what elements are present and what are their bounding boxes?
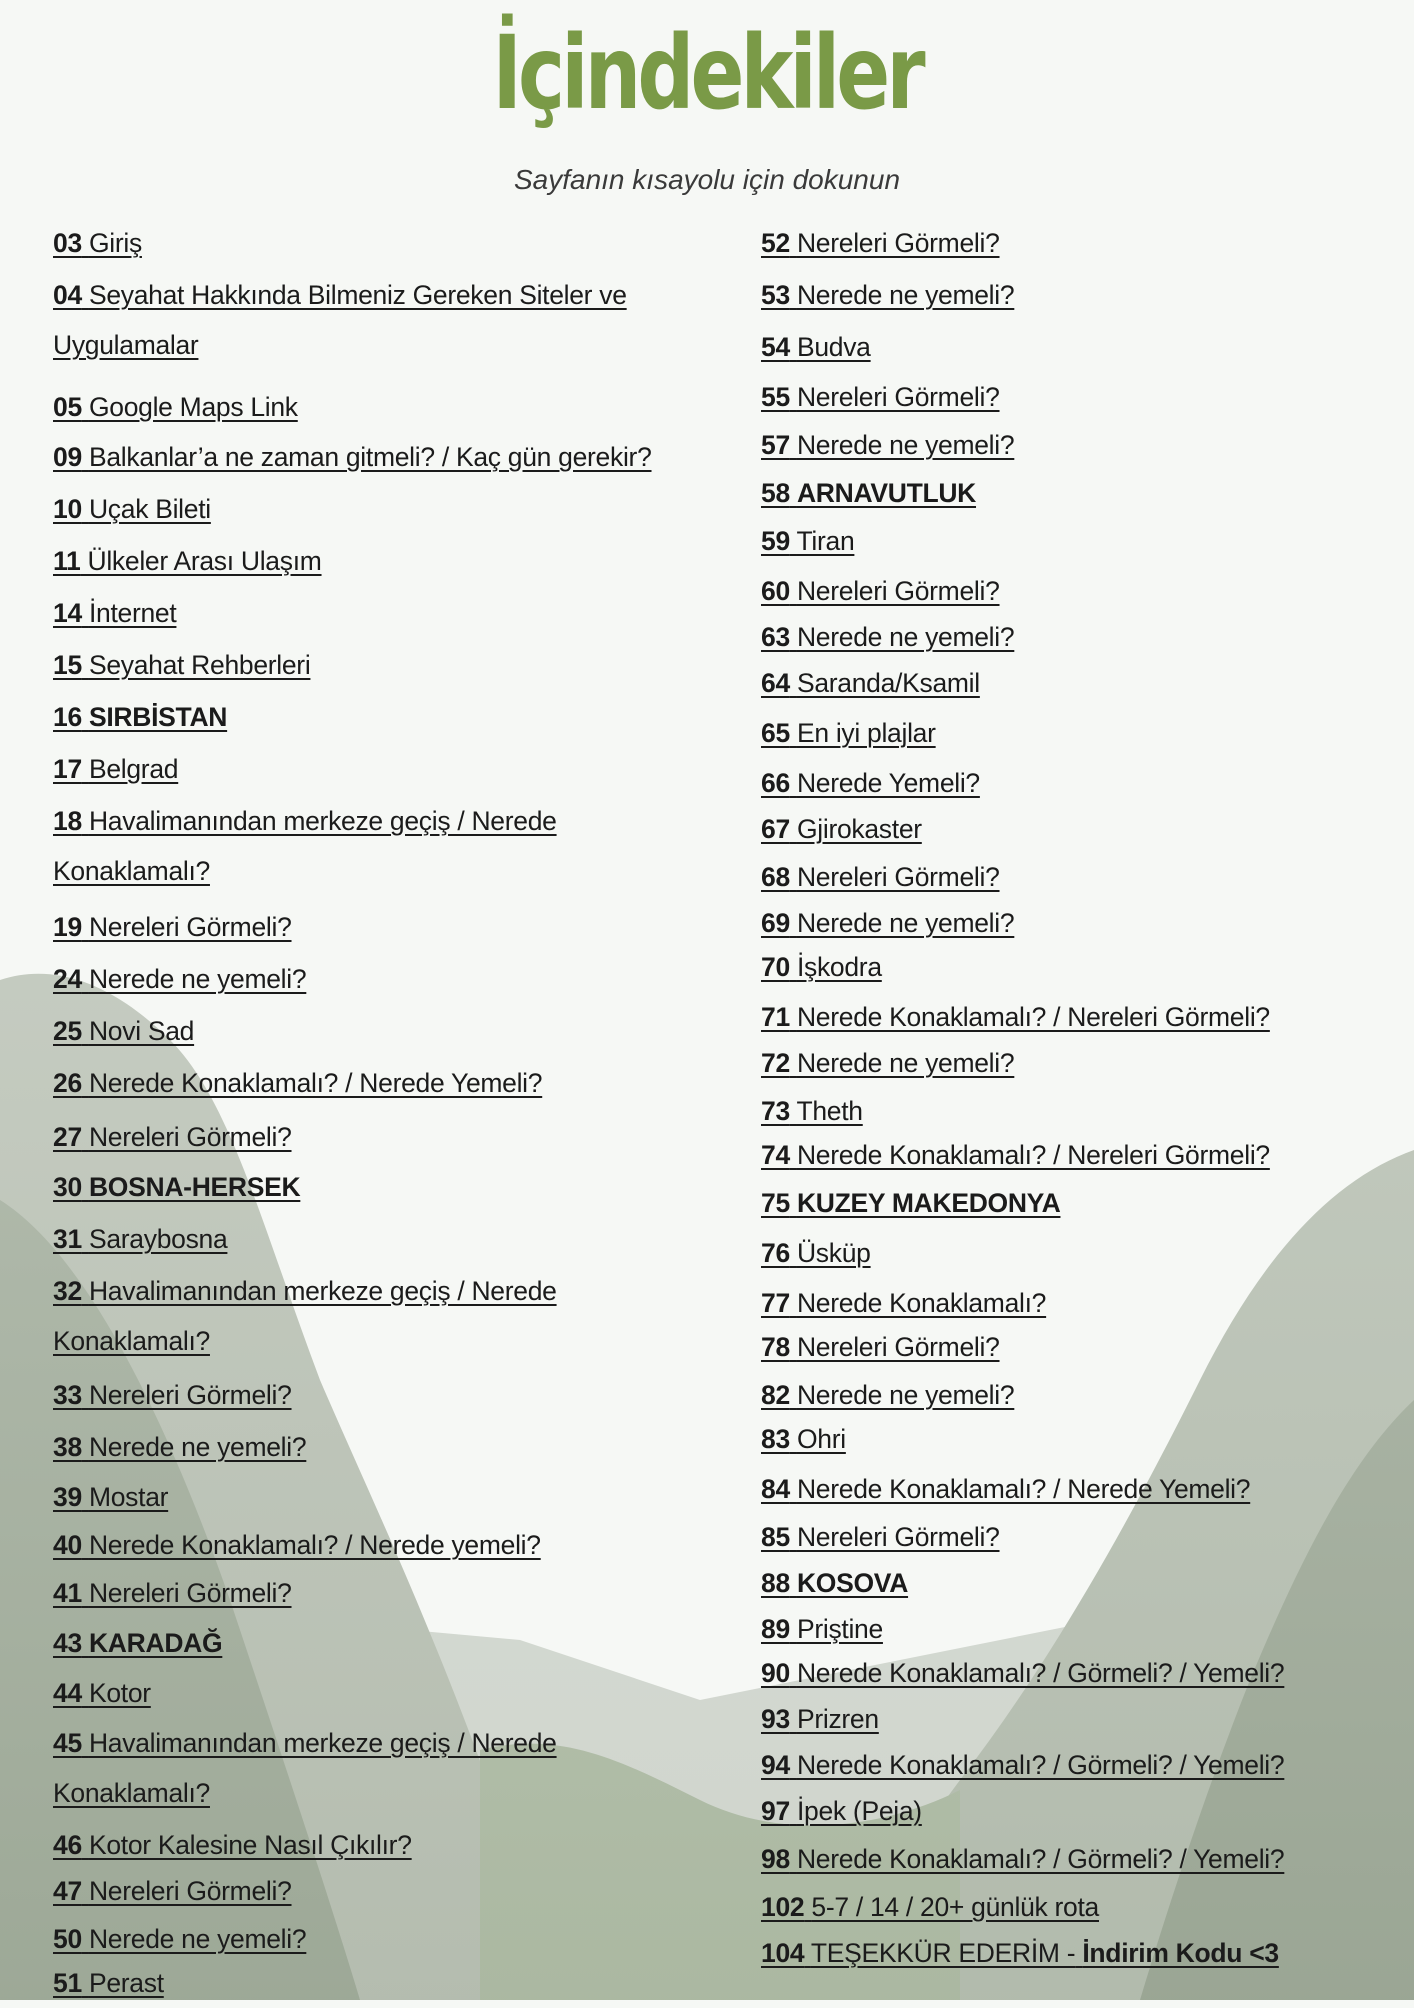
toc-link-54[interactable] (761, 322, 871, 372)
toc-link-46[interactable] (53, 1820, 412, 1870)
toc-page-number: 84 (761, 1474, 790, 1504)
toc-link-102[interactable] (761, 1882, 1099, 1932)
toc-link-53[interactable] (761, 270, 1014, 320)
toc-page-number: 57 (761, 430, 790, 460)
toc-page-number: 32 (53, 1276, 82, 1306)
toc-link-60[interactable] (761, 566, 1000, 616)
toc-entry-label: Nerede Konaklamalı? / Nerede Yemeli? (796, 1474, 1251, 1504)
toc-entry-label: Seyahat Rehberleri (88, 650, 311, 680)
toc-page-number: 41 (53, 1578, 82, 1608)
toc-entry-label: Ülkeler Arası Ulaşım (87, 546, 322, 576)
toc-entry-label: Gjirokaster (796, 814, 922, 844)
toc-page-number: 10 (53, 494, 82, 524)
toc-link-76[interactable] (761, 1228, 871, 1278)
toc-entry-label: Nerede Konaklamalı? / Görmeli? / Yemeli? (796, 1658, 1285, 1688)
toc-page-number: 71 (761, 1002, 790, 1032)
toc-page-number: 19 (53, 912, 82, 942)
toc-link-73[interactable] (761, 1086, 863, 1136)
toc-page-number: 39 (53, 1482, 82, 1512)
page-subtitle: Sayfanın kısayolu için dokunun (513, 164, 901, 195)
toc-link-74[interactable] (761, 1130, 1270, 1180)
toc-page-number: 66 (761, 768, 790, 798)
toc-entry-label: Novi Sad (88, 1016, 195, 1046)
toc-link-64[interactable] (761, 658, 980, 708)
toc-page-number: 16 (53, 702, 82, 732)
toc-page-number: 43 (53, 1628, 82, 1658)
toc-page-number: 51 (53, 1968, 82, 1998)
toc-page-number: 104 (761, 1938, 805, 1968)
toc-link-51[interactable] (53, 1958, 164, 2008)
toc-link-78[interactable] (761, 1322, 1000, 1372)
toc-entry-label: Nerede Konaklamalı? / Nerede yemeli? (88, 1530, 541, 1560)
toc-entry-label: Nerede Konaklamalı? / Görmeli? / Yemeli? (796, 1750, 1285, 1780)
toc-page-number: 14 (53, 598, 82, 628)
toc-entry-label: Nereleri Görmeli? (796, 1332, 1000, 1362)
toc-page-number: 78 (761, 1332, 790, 1362)
toc-entry-label: İpek (Peja) (796, 1796, 922, 1826)
toc-entry-label: 5-7 / 14 / 20+ günlük rota (811, 1892, 1099, 1922)
toc-entry-label: Havalimanından merkeze geçiş / Nerede Konaklamalı? (53, 1276, 557, 1356)
toc-page-number: 69 (761, 908, 790, 938)
toc-page-number: 68 (761, 862, 790, 892)
toc-page-number: 93 (761, 1704, 790, 1734)
toc-link-33[interactable] (53, 1370, 292, 1420)
toc-page-number: 53 (761, 280, 790, 310)
toc-page-number: 26 (53, 1068, 82, 1098)
toc-page-number: 09 (53, 442, 82, 472)
toc-link-59[interactable] (761, 516, 854, 566)
toc-entry-label: Nerede ne yemeli? (796, 622, 1015, 652)
toc-page-number: 89 (761, 1614, 790, 1644)
toc-entry-label: Nerede Konaklamalı? / Görmeli? / Yemeli? (796, 1844, 1285, 1874)
toc-link-43[interactable] (53, 1618, 222, 1668)
toc-link-15[interactable] (53, 640, 310, 690)
toc-entry-label: KOSOVA (796, 1568, 909, 1598)
toc-link-40[interactable] (53, 1520, 541, 1570)
toc-link-65[interactable] (761, 708, 936, 758)
toc-entry-label: Mostar (88, 1482, 169, 1512)
toc-page-number: 45 (53, 1728, 82, 1758)
toc-page-number: 63 (761, 622, 790, 652)
toc-entry-label: Prizren (796, 1704, 879, 1734)
toc-page-number: 77 (761, 1288, 790, 1318)
toc-page-number: 50 (53, 1924, 82, 1954)
toc-entry-label: Nerede ne yemeli? (796, 1048, 1015, 1078)
toc-entry-label: Nereleri Görmeli? (796, 228, 1000, 258)
toc-entry-label: Kotor (88, 1678, 151, 1708)
toc-page-number: 76 (761, 1238, 790, 1268)
toc-entry-label: Saraybosna (88, 1224, 228, 1254)
toc-page-number: 38 (53, 1432, 82, 1462)
toc-entry-label: Nerede Yemeli? (796, 768, 980, 798)
toc-page-number: 75 (761, 1188, 790, 1218)
toc-link-82[interactable] (761, 1370, 1014, 1420)
toc-entry-label: Giriş (88, 228, 142, 258)
toc-entry-label: Nereleri Görmeli? (88, 1578, 292, 1608)
toc-entry-label: Saranda/Ksamil (796, 668, 980, 698)
toc-entry-label: Nerede ne yemeli? (88, 964, 307, 994)
toc-page-number: 64 (761, 668, 790, 698)
toc-entry-label: Budva (796, 332, 871, 362)
toc-link-75[interactable] (761, 1178, 1060, 1228)
toc-page-number: 17 (53, 754, 82, 784)
toc-entry-label: KARADAĞ (88, 1628, 223, 1658)
toc-entry-label: İşkodra (796, 952, 882, 982)
toc-entry-label: En iyi plajlar (796, 718, 936, 748)
toc-page-number: 55 (761, 382, 790, 412)
toc-page-number: 60 (761, 576, 790, 606)
toc-entry-label: Nereleri Görmeli? (796, 382, 1000, 412)
toc-link-10[interactable] (53, 484, 211, 534)
toc-entry-label: Priştine (796, 1614, 883, 1644)
toc-page-number: 47 (53, 1876, 82, 1906)
toc-page-number: 54 (761, 332, 790, 362)
toc-page-number: 25 (53, 1016, 82, 1046)
toc-page-number: 33 (53, 1380, 82, 1410)
toc-entry-label: Belgrad (88, 754, 179, 784)
toc-entry-label: Nereleri Görmeli? (796, 576, 1000, 606)
toc-entry-label: Nerede ne yemeli? (796, 908, 1015, 938)
toc-entry-label: Nerede ne yemeli? (796, 1380, 1015, 1410)
toc-page-number: 83 (761, 1424, 790, 1454)
toc-entry-label: Üsküp (796, 1238, 871, 1268)
toc-entry-label: Nerede Konaklamalı? / Nereleri Görmeli? (796, 1140, 1270, 1170)
toc-link-93[interactable] (761, 1694, 879, 1744)
toc-link-39[interactable] (53, 1472, 168, 1522)
toc-link-30[interactable] (53, 1162, 300, 1212)
toc-entry-label: Nereleri Görmeli? (88, 1876, 292, 1906)
toc-entry-label: ARNAVUTLUK (796, 478, 977, 508)
toc-page-number: 65 (761, 718, 790, 748)
toc-page-number: 30 (53, 1172, 82, 1202)
toc-link-70[interactable] (761, 942, 882, 992)
toc-page-number: 97 (761, 1796, 790, 1826)
toc-page-number: 31 (53, 1224, 82, 1254)
page-title: İçindekiler (492, 14, 922, 133)
toc-page-number: 90 (761, 1658, 790, 1688)
toc-link-97[interactable] (761, 1786, 922, 1836)
toc-link-66[interactable] (761, 758, 980, 808)
toc-entry-label: Theth (796, 1096, 863, 1126)
toc-page-number: 102 (761, 1892, 805, 1922)
toc-entry-label: SIRBİSTAN (88, 702, 228, 732)
toc-entry-label: Nerede ne yemeli? (796, 280, 1015, 310)
toc-entry-label: Nereleri Görmeli? (796, 862, 1000, 892)
toc-link-69[interactable] (761, 898, 1014, 948)
toc-page-number: 67 (761, 814, 790, 844)
toc-entry-label: Nerede ne yemeli? (88, 1432, 307, 1462)
toc-page-number: 98 (761, 1844, 790, 1874)
toc-link-50[interactable] (53, 1914, 306, 1964)
toc-link-57[interactable] (761, 420, 1014, 470)
toc-page-number: 18 (53, 806, 82, 836)
toc-page-number: 40 (53, 1530, 82, 1560)
toc-entry-label: Uçak Bileti (88, 494, 211, 524)
toc-page-number: 94 (761, 1750, 790, 1780)
toc-entry-label: Nereleri Görmeli? (88, 1122, 292, 1152)
toc-link-25[interactable] (53, 1006, 194, 1056)
toc-link-14[interactable] (53, 588, 176, 638)
toc-page-number: 72 (761, 1048, 790, 1078)
toc-page-number: 73 (761, 1096, 790, 1126)
toc-entry-label: Nerede Konaklamalı? (796, 1288, 1047, 1318)
toc-entry-label: Seyahat Hakkında Bilmeniz Gereken Siteler ve Uygulamalar (53, 280, 627, 360)
toc-link-18[interactable] (53, 796, 633, 896)
toc-page-number: 46 (53, 1830, 82, 1860)
toc-entry-label: KUZEY MAKEDONYA (796, 1188, 1061, 1218)
toc-link-72[interactable] (761, 1038, 1014, 1088)
toc-entry-label: Google Maps Link (88, 392, 298, 422)
toc-page-number: 15 (53, 650, 82, 680)
toc-link-88[interactable] (761, 1558, 908, 1608)
toc-link-83[interactable] (761, 1414, 846, 1464)
discount-code-label: İndirim Kodu <3 (1082, 1938, 1279, 1968)
toc-link-77[interactable] (761, 1278, 1046, 1328)
toc-link-90[interactable] (761, 1648, 1284, 1698)
toc-link-24[interactable] (53, 954, 306, 1004)
toc-page-number: 27 (53, 1122, 82, 1152)
toc-link-58[interactable] (761, 468, 976, 518)
toc-page-number: 24 (53, 964, 82, 994)
toc-link-89[interactable] (761, 1604, 883, 1654)
toc-link-17[interactable] (53, 744, 178, 794)
toc-link-94[interactable] (761, 1740, 1284, 1790)
toc-link-04[interactable] (53, 270, 633, 370)
toc-link-26[interactable] (53, 1058, 542, 1108)
toc-entry-label: BOSNA-HERSEK (88, 1172, 301, 1202)
toc-link-68[interactable] (761, 852, 1000, 902)
toc-link-71[interactable] (761, 992, 1270, 1042)
toc-page-number: 88 (761, 1568, 790, 1598)
toc-link-55[interactable] (761, 372, 1000, 422)
toc-page-number: 05 (53, 392, 82, 422)
toc-page-number: 59 (761, 526, 790, 556)
toc-entry-label: Nereleri Görmeli? (796, 1522, 1000, 1552)
toc-link-27[interactable] (53, 1112, 292, 1162)
toc-link-44[interactable] (53, 1668, 151, 1718)
toc-link-52[interactable] (761, 218, 1000, 268)
toc-link-38[interactable] (53, 1422, 306, 1472)
toc-link-16[interactable] (53, 692, 227, 742)
toc-link-85[interactable] (761, 1512, 1000, 1562)
toc-page-number: 03 (53, 228, 82, 258)
toc-page-number: 74 (761, 1140, 790, 1170)
toc-entry-label: Nerede Konaklamalı? / Nerede Yemeli? (88, 1068, 543, 1098)
toc-link-45[interactable] (53, 1718, 633, 1818)
toc-link-32[interactable] (53, 1266, 633, 1366)
toc-entry-label: Nerede ne yemeli? (88, 1924, 307, 1954)
toc-link-84[interactable] (761, 1464, 1250, 1514)
toc-link-05[interactable] (53, 382, 298, 432)
toc-page-number: 82 (761, 1380, 790, 1410)
toc-page-number: 52 (761, 228, 790, 258)
toc-entry-label: Tiran (796, 526, 855, 556)
toc-page-number: 04 (53, 280, 82, 310)
toc-link-31[interactable] (53, 1214, 227, 1264)
toc-entry-label: Perast (88, 1968, 164, 1998)
toc-link-41[interactable] (53, 1568, 292, 1618)
toc-link-47[interactable] (53, 1866, 292, 1916)
toc-link-19[interactable] (53, 902, 292, 952)
toc-link-67[interactable] (761, 804, 922, 854)
toc-page-number: 11 (53, 546, 81, 576)
toc-entry-label: Nereleri Görmeli? (88, 912, 292, 942)
toc-entry-label: Nerede ne yemeli? (796, 430, 1015, 460)
toc-page-number: 70 (761, 952, 790, 982)
toc-page-number: 44 (53, 1678, 82, 1708)
toc-entry-label: Nereleri Görmeli? (88, 1380, 292, 1410)
toc-page-number: 58 (761, 478, 790, 508)
toc-page-number: 85 (761, 1522, 790, 1552)
toc-entry-label: Ohri (796, 1424, 846, 1454)
toc-link-98[interactable] (761, 1834, 1284, 1884)
toc-link-104[interactable] (761, 1928, 1279, 1978)
toc-entry-label: Havalimanından merkeze geçiş / Nerede Konaklamalı? (53, 1728, 557, 1808)
toc-link-09[interactable] (53, 432, 652, 482)
toc-entry-label: Nerede Konaklamalı? / Nereleri Görmeli? (796, 1002, 1270, 1032)
toc-link-63[interactable] (761, 612, 1014, 662)
toc-entry-label: Kotor Kalesine Nasıl Çıkılır? (88, 1830, 412, 1860)
toc-link-11[interactable] (53, 536, 322, 586)
toc-entry-label: Balkanlar’a ne zaman gitmeli? / Kaç gün gerekir? (88, 442, 652, 472)
toc-entry-label: İnternet (88, 598, 177, 628)
toc-entry-label: TEŞEKKÜR EDERİM - (810, 1938, 1076, 1968)
toc-link-03[interactable] (53, 218, 142, 268)
toc-entry-label: Havalimanından merkeze geçiş / Nerede Konaklamalı? (53, 806, 557, 886)
